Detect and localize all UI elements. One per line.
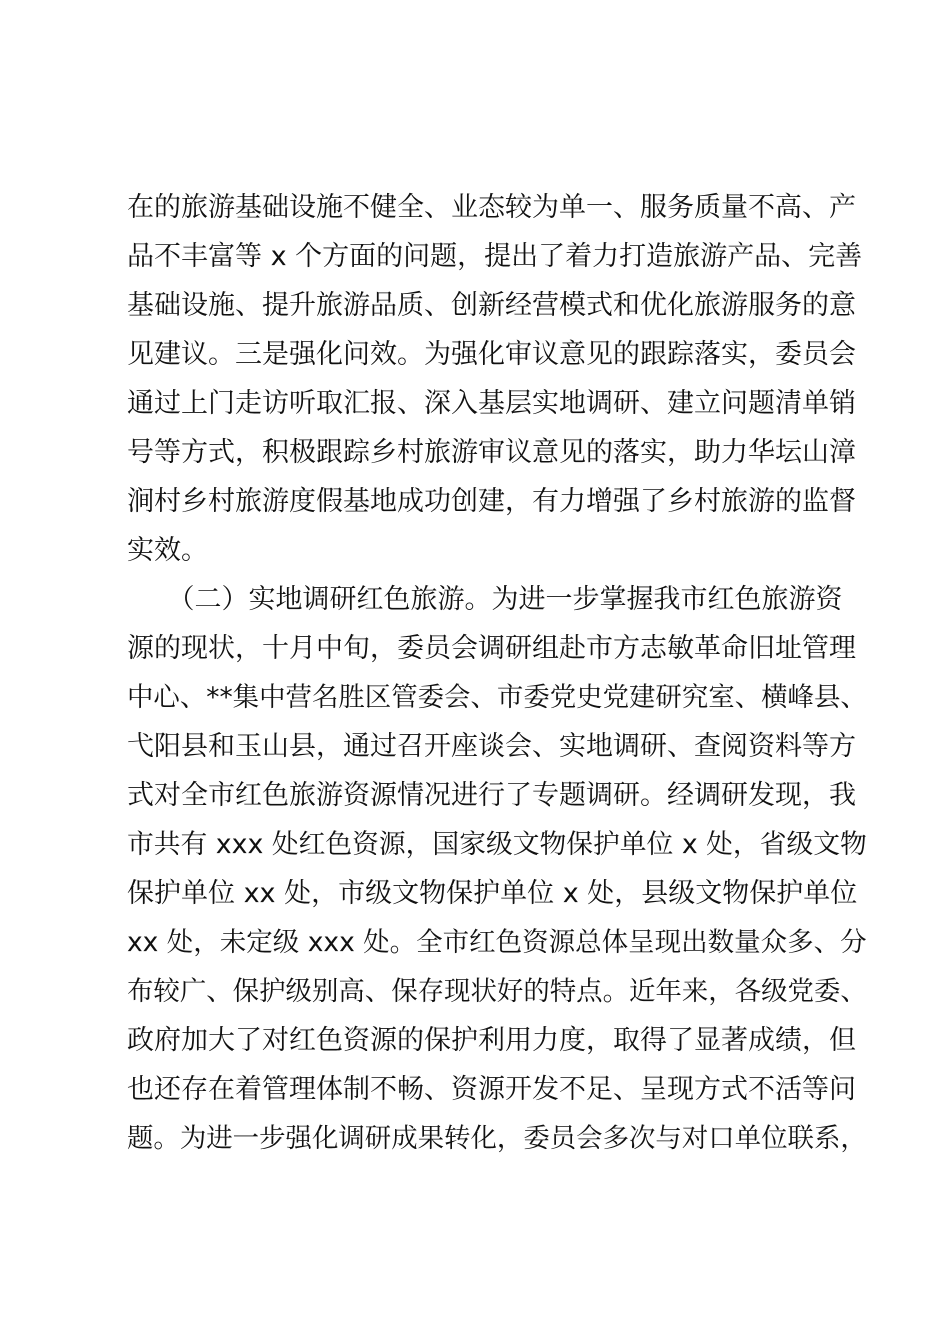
text-line: 实效。	[127, 535, 208, 566]
text-line: 保护单位 xx 处，市级文物保护单位 x 处，县级文物保护单位	[127, 878, 858, 909]
text-line: 式对全市红色旅游资源情况进行了专题调研。经调研发现，我	[127, 780, 856, 811]
text-line: 弋阳县和玉山县，通过召开座谈会、实地调研、查阅资料等方	[127, 731, 856, 762]
text-line: 中心、**集中营名胜区管委会、市委党史党建研究室、横峰县、	[127, 682, 867, 713]
text-line: 品不丰富等 x 个方面的问题，提出了着力打造旅游产品、完善	[127, 241, 863, 272]
body-text	[127, 183, 867, 1163]
text-line: 涧村乡村旅游度假基地成功创建，有力增强了乡村旅游的监督	[127, 486, 856, 517]
text-line: 布较广、保护级别高、保存现状好的特点。近年来，各级党委、	[127, 976, 867, 1007]
text-line: 题。为进一步强化调研成果转化，委员会多次与对口单位联系，	[127, 1123, 867, 1154]
section-heading-line: （二）实地调研红色旅游。为进一步掌握我市红色旅游资	[127, 584, 843, 615]
text-line: 基础设施、提升旅游品质、创新经营模式和优化旅游服务的意	[127, 290, 856, 321]
text-line: 在的旅游基础设施不健全、业态较为单一、服务质量不高、产	[127, 192, 856, 223]
text-line: 市共有 xxx 处红色资源，国家级文物保护单位 x 处，省级文物	[127, 829, 867, 860]
text-line: xx 处，未定级 xxx 处。全市红色资源总体呈现出数量众多、分	[127, 927, 867, 958]
text-line: 号等方式，积极跟踪乡村旅游审议意见的落实，助力华坛山漳	[127, 437, 856, 468]
text-line: 源的现状，十月中旬，委员会调研组赴市方志敏革命旧址管理	[127, 633, 856, 664]
text-line: 政府加大了对红色资源的保护利用力度，取得了显著成绩，但	[127, 1025, 856, 1056]
text-line: 也还存在着管理体制不畅、资源开发不足、呈现方式不活等问	[127, 1074, 856, 1105]
text-line: 通过上门走访听取汇报、深入基层实地调研、建立问题清单销	[127, 388, 856, 419]
text-line: 见建议。三是强化问效。为强化审议意见的跟踪落实，委员会	[127, 339, 856, 370]
